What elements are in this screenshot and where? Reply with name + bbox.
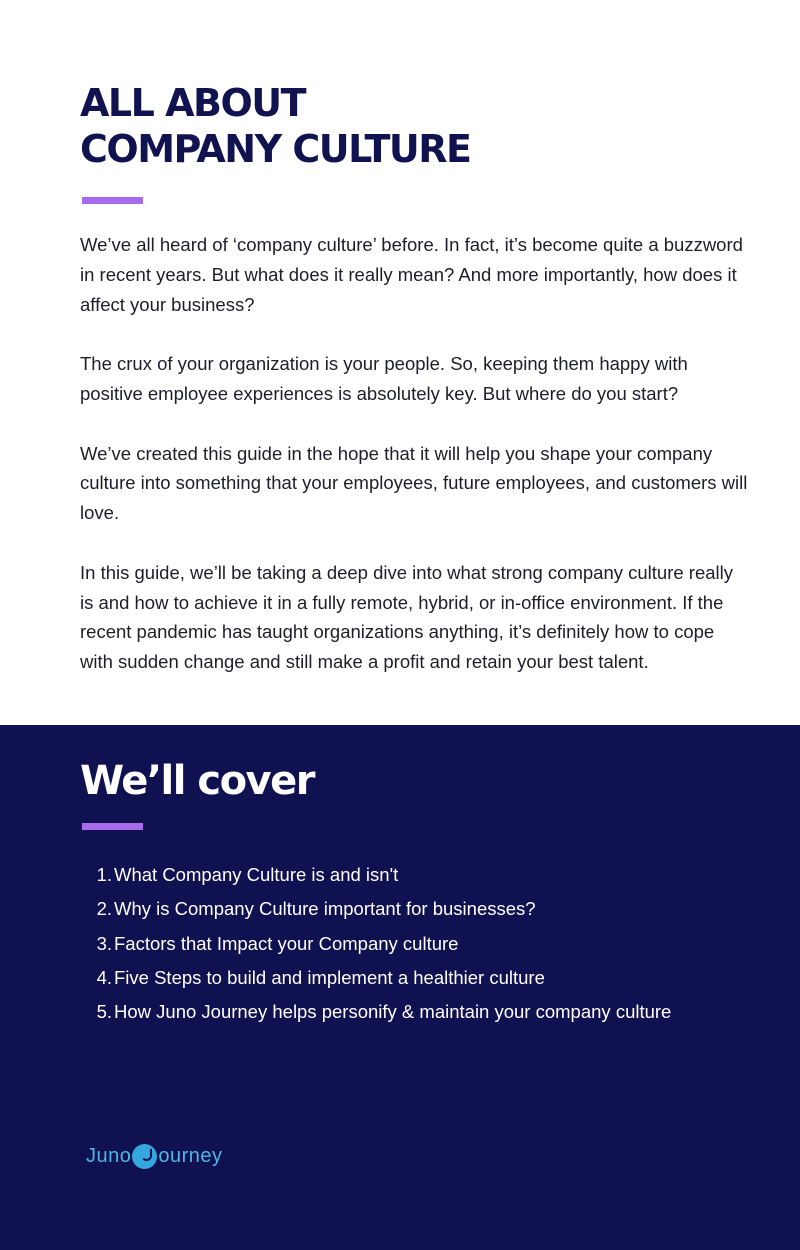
- list-item-text: How Juno Journey helps personify & maintain your company culture: [114, 1001, 672, 1023]
- list-item-text: Five Steps to build and implement a healthier culture: [114, 966, 545, 988]
- list-item: [80, 927, 700, 961]
- list-item: [80, 995, 700, 1029]
- cover-heading: We’ll cover: [80, 758, 314, 804]
- list-item-number: 4.: [96, 966, 112, 988]
- list-item: [80, 858, 700, 892]
- list-item-number: 3.: [96, 932, 112, 954]
- page-title-line-1: ALL ABOUT: [80, 81, 306, 125]
- page-title-line-2: COMPANY CULTURE: [80, 127, 471, 171]
- intro-paragraph: We’ve created this guide in the hope that it will help you shape your company culture into something that your employees, future employees, and customers will love.: [80, 442, 748, 524]
- intro-text: [80, 230, 750, 677]
- list-item: [80, 892, 700, 926]
- logo-text-right: ourney: [158, 1144, 223, 1167]
- page-title: [80, 80, 720, 172]
- title-accent-bar: [82, 197, 143, 204]
- cover-list: [80, 858, 700, 1029]
- list-item: [80, 961, 700, 995]
- list-item-text: Why is Company Culture important for businesses?: [114, 898, 536, 920]
- intro-paragraph: In this guide, we’ll be taking a deep dive into what strong company culture really is and how to achieve it in a fully remote, hybrid, or in-office environment. If the recent pandemic has taught organizations anything, it’s definitely how to cope with sudden change and still make a profit and retain your best talent.: [80, 561, 734, 673]
- list-item-number: 5.: [96, 1001, 112, 1023]
- list-item-text: Factors that Impact your Company culture: [114, 932, 459, 954]
- juno-journey-logo-icon: [132, 1144, 157, 1169]
- list-item-number: 2.: [96, 898, 112, 920]
- intro-paragraph: The crux of your organization is your people. So, keeping them happy with positive employee experiences is absolutely key. But where do you start?: [80, 353, 688, 404]
- juno-journey-logo: [86, 1140, 223, 1172]
- logo-text-left: Juno: [86, 1144, 132, 1167]
- intro-paragraph: We’ve all heard of ‘company culture’ before. In fact, it’s become quite a buzzword in recent years. But what does it really mean? And more importantly, how does it affect your business?: [80, 234, 743, 315]
- list-item-text: What Company Culture is and isn't: [114, 864, 399, 885]
- list-item-number: 1.: [96, 864, 112, 885]
- cover-accent-bar: [82, 823, 143, 830]
